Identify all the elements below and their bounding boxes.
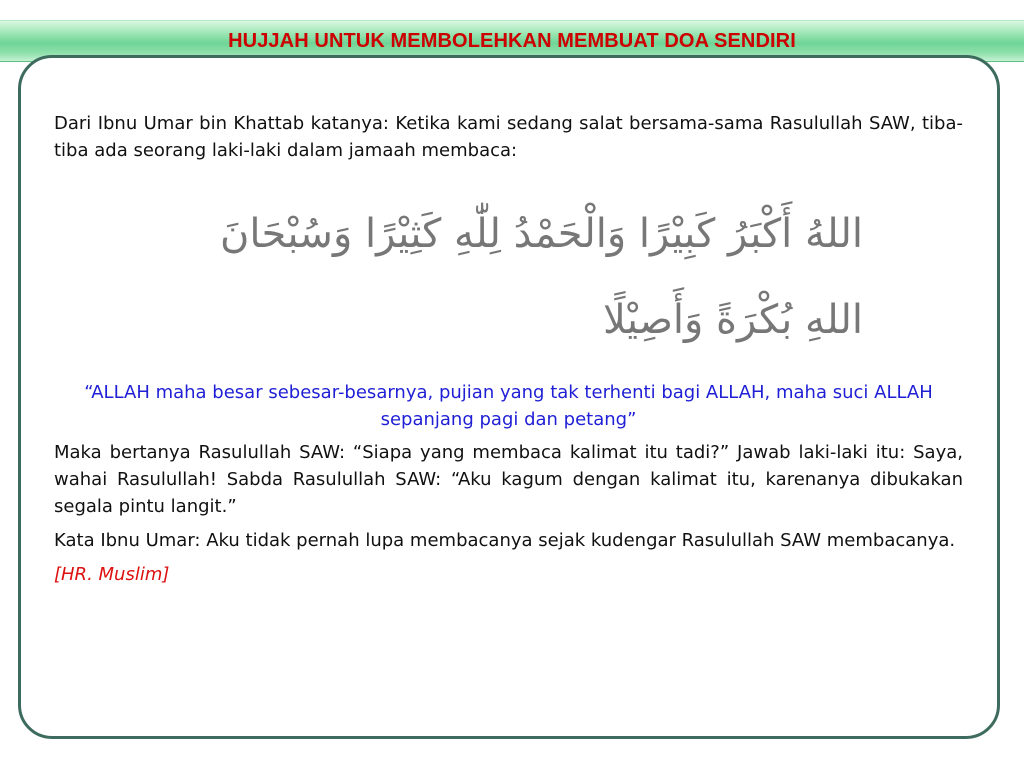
slide-title: HUJJAH UNTUK MEMBOLEHKAN MEMBUAT DOA SENDIRI [228, 29, 796, 52]
arabic-line-1: اللهُ أَكْبَرُ كَبِيْرًا وَالْحَمْدُ لِلّٰهِ كَثِيْرًا وَسُبْحَانَ [219, 211, 863, 257]
arabic-line-2: اللهِ بُكْرَةً وَأَصِيْلًا [603, 297, 863, 343]
question-paragraph: Maka bertanya Rasulullah SAW: “Siapa yang membaca kalimat itu tadi?” Jawab laki-laki itu: Saya, wahai Rasulullah! Sabda Rasulullah SAW: “Aku kagum dengan kalimat itu, karenanya dibukakan segala pintu langit.” [54, 442, 963, 517]
ibnu-umar-paragraph: Kata Ibnu Umar: Aku tidak pernah lupa membacanya sejak kudengar Rasulullah SAW membacanya. [54, 530, 956, 551]
arabic-calligraphy [54, 164, 963, 379]
intro-paragraph: Dari Ibnu Umar bin Khattab katanya: Ketika kami sedang salat bersama-sama Rasulullah SAW, tiba-tiba ada seorang laki-laki dalam jamaah membaca: [54, 113, 963, 161]
translation-quote: “ALLAH maha besar sebesar-besarnya, pujian yang tak terhenti bagi ALLAH, maha suci ALLAH sepanjang pagi dan petang” [84, 382, 933, 430]
slide-content [54, 110, 963, 588]
hadith-source: [HR. Muslim] [54, 564, 170, 585]
